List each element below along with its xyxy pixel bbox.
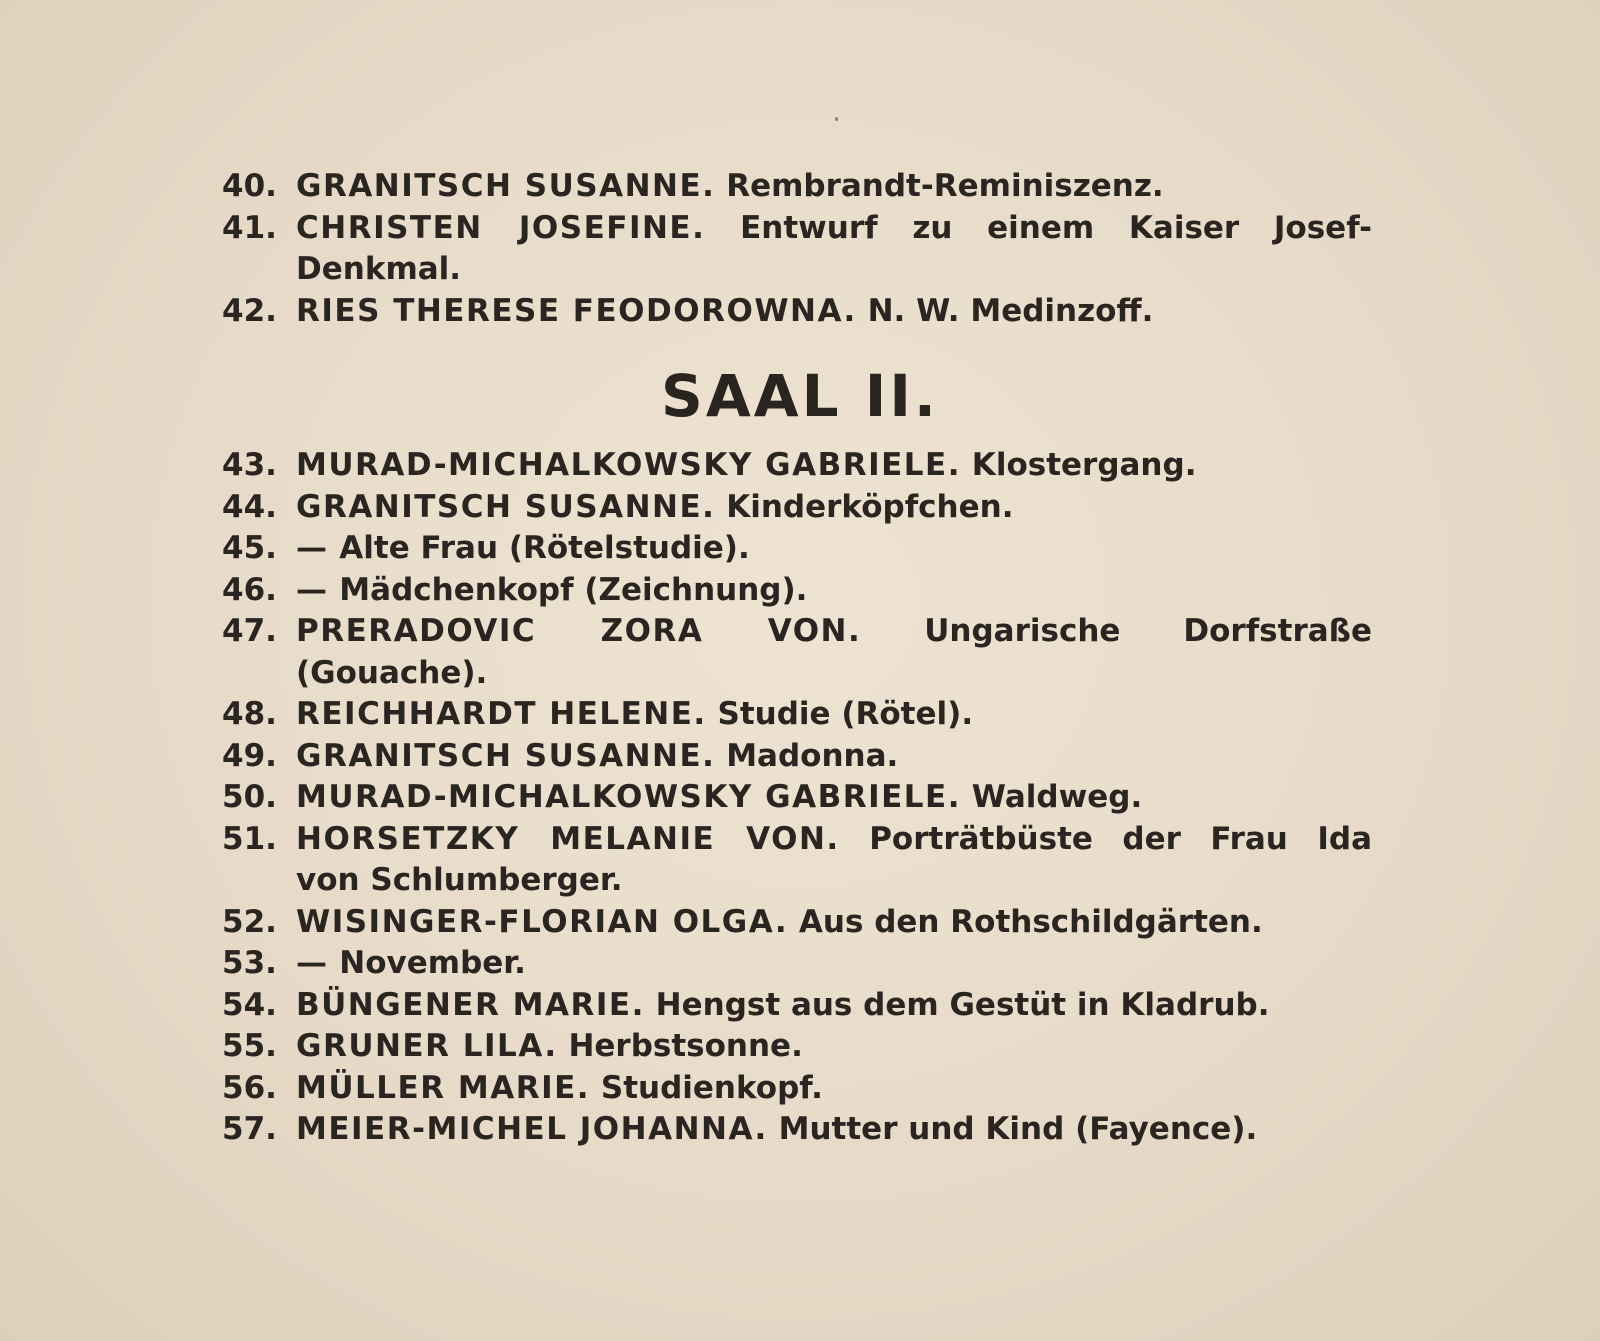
catalog-entry-45 — [222, 528, 1372, 570]
entry-number: 55. — [222, 1028, 277, 1064]
entry-title: Waldweg. — [971, 779, 1143, 815]
entry-artist: CHRISTEN JOSEFINE. — [296, 209, 706, 246]
entry-title-line2: Denkmal. — [296, 251, 462, 287]
catalog-entry-54 — [222, 985, 1372, 1027]
entry-title-line1: Entwurf zu einem Kaiser Josef- — [740, 209, 1373, 246]
catalog-entry-57 — [222, 1109, 1372, 1151]
catalog-entry-51 — [222, 819, 1372, 902]
catalog-entry-50 — [222, 777, 1372, 819]
entry-number: 44. — [222, 488, 277, 525]
entry-title-line1: Porträtbüste der Frau Ida — [869, 820, 1373, 857]
entry-number: 46. — [222, 571, 277, 608]
entry-title: Madonna. — [726, 737, 899, 774]
entry-artist: GRANITSCH SUSANNE. — [296, 737, 716, 774]
entry-title: Studienkopf. — [600, 1069, 823, 1106]
entry-artist: HORSETZKY MELANIE VON. — [296, 820, 840, 857]
entry-title: Studie (Rötel). — [717, 696, 974, 732]
catalog-entry-53 — [222, 943, 1372, 985]
catalog-entry-47 — [222, 611, 1372, 694]
entry-artist: BÜNGENER MARIE. — [296, 986, 645, 1023]
catalog-entry-52 — [222, 902, 1372, 944]
paper-speck — [835, 117, 838, 121]
entry-title: N. W. Medinzoff. — [867, 292, 1154, 329]
catalog-entry-44 — [222, 487, 1372, 529]
entry-number: 42. — [222, 292, 277, 329]
entry-title: Kinderköpfchen. — [726, 488, 1014, 525]
entry-artist: MURAD-MICHALKOWSKY GABRIELE. — [296, 779, 961, 815]
catalog-entry-48 — [222, 694, 1372, 736]
entry-artist: MURAD-MICHALKOWSKY GABRIELE. — [296, 447, 961, 483]
catalog-entry-43 — [222, 445, 1372, 487]
entry-number: 50. — [222, 779, 277, 815]
entry-artist: PRERADOVIC ZORA VON. — [296, 613, 862, 649]
entry-title: Alte Frau (Rötelstudie). — [339, 530, 750, 566]
entry-number: 47. — [222, 613, 277, 649]
entry-title: Klostergang. — [971, 447, 1197, 483]
entry-title-line2: (Gouache). — [296, 654, 488, 691]
entry-title: Hengst aus dem Gestüt in Kladrub. — [655, 986, 1270, 1023]
entry-title-line2: von Schlumberger. — [296, 862, 623, 898]
catalog-list-saal-ii — [222, 445, 1372, 1151]
hall-heading: SAAL II. — [661, 362, 939, 430]
entry-artist: REICHHARDT HELENE. — [296, 696, 707, 732]
entry-number: 54. — [222, 986, 277, 1023]
entry-number: 43. — [222, 447, 277, 483]
catalog-entry-56 — [222, 1068, 1372, 1110]
entry-number: 45. — [222, 530, 277, 566]
entry-title: November. — [339, 945, 526, 981]
entry-title: Mutter und Kind (Fayence). — [778, 1111, 1258, 1147]
catalog-entry-49 — [222, 736, 1372, 778]
entry-artist: GRANITSCH SUSANNE. — [296, 168, 716, 204]
entry-artist: — — [296, 945, 329, 981]
entry-title: Herbstsonne. — [568, 1028, 803, 1064]
entry-line — [296, 208, 1372, 250]
entry-title-line1: Ungarische Dorfstraße — [924, 613, 1372, 649]
entry-artist: GRANITSCH SUSANNE. — [296, 488, 716, 525]
entry-line — [296, 611, 1372, 653]
catalog-entry-41 — [222, 208, 1372, 291]
catalog-entry-46 — [222, 570, 1372, 612]
catalog-entry-55 — [222, 1026, 1372, 1068]
entry-number: 57. — [222, 1111, 277, 1147]
entry-number: 53. — [222, 945, 277, 981]
entry-artist: MEIER-MICHEL JOHANNA. — [296, 1111, 768, 1147]
entry-number: 49. — [222, 737, 277, 774]
catalog-list-top — [222, 166, 1372, 332]
entry-artist: GRUNER LILA. — [296, 1028, 558, 1064]
entry-number: 40. — [222, 168, 277, 204]
catalog-entry-42 — [222, 291, 1372, 333]
entry-artist: — — [296, 530, 329, 566]
entry-number: 41. — [222, 209, 277, 246]
entry-artist: — — [296, 571, 329, 608]
entry-artist: MÜLLER MARIE. — [296, 1069, 591, 1106]
entry-title: Rembrandt-Reminiszenz. — [726, 168, 1164, 204]
entry-title: Mädchenkopf (Zeichnung). — [339, 571, 808, 608]
entry-artist: RIES THERESE FEODOROWNA. — [296, 292, 857, 329]
catalog-entry-40 — [222, 166, 1372, 208]
entry-title: Aus den Rothschildgärten. — [798, 903, 1263, 940]
entry-artist: WISINGER-FLORIAN OLGA. — [296, 903, 789, 940]
entry-number: 52. — [222, 903, 277, 940]
entry-number: 51. — [222, 820, 277, 857]
entry-number: 56. — [222, 1069, 277, 1106]
entry-line — [296, 819, 1372, 861]
entry-number: 48. — [222, 696, 277, 732]
